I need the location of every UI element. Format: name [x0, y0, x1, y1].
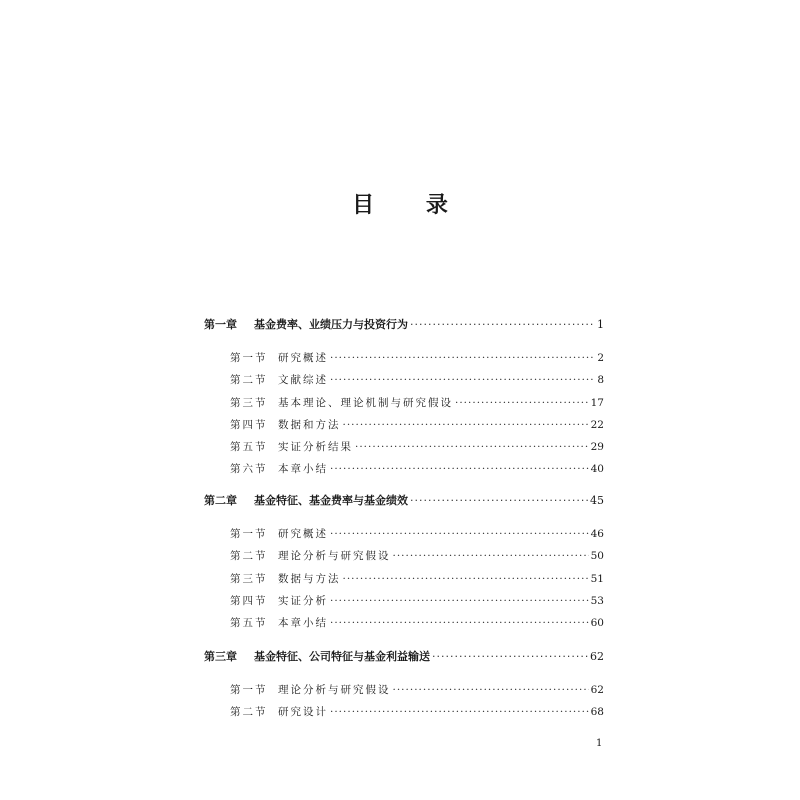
chapter-number: 第一章	[204, 318, 237, 331]
dot-leader	[410, 492, 588, 510]
dot-leader	[330, 525, 589, 543]
toc-section[interactable]	[230, 570, 604, 588]
section-number: 第三节	[230, 573, 268, 585]
dot-leader	[330, 592, 589, 610]
section-number: 第六节	[230, 463, 268, 475]
section-page-number: 2	[597, 352, 604, 364]
section-number: 第五节	[230, 617, 268, 629]
section-page-number: 8	[597, 374, 604, 386]
dot-leader	[330, 349, 595, 367]
section-number: 第二节	[230, 374, 268, 386]
toc-section[interactable]	[230, 614, 604, 632]
dot-leader	[432, 648, 588, 666]
section-page-number: 22	[590, 419, 604, 431]
dot-leader	[410, 316, 595, 334]
dot-leader	[330, 460, 589, 478]
section-title: 实证分析	[278, 595, 328, 607]
dot-leader	[343, 570, 589, 588]
toc-chapter-2[interactable]	[204, 492, 604, 510]
chapter-title: 基金费率、业绩压力与投资行为	[254, 318, 408, 331]
dot-leader	[393, 681, 589, 699]
dot-leader	[330, 614, 589, 632]
dot-leader	[355, 438, 589, 456]
section-number: 第五节	[230, 441, 268, 453]
toc-section[interactable]	[230, 394, 604, 412]
chapter-title: 基金特征、基金费率与基金绩效	[254, 494, 408, 507]
chapter-page-number: 1	[597, 318, 604, 331]
chapter-title: 基金特征、公司特征与基金利益输送	[254, 650, 430, 663]
dot-leader	[455, 394, 589, 412]
toc-section[interactable]	[230, 416, 604, 434]
section-title: 基本理论、理论机制与研究假设	[278, 397, 453, 409]
section-title: 文献综述	[278, 374, 328, 386]
chapter-number: 第三章	[204, 650, 237, 663]
dot-leader	[393, 547, 589, 565]
section-page-number: 60	[590, 617, 604, 629]
section-page-number: 17	[590, 397, 604, 409]
chapter-page-number: 62	[590, 650, 604, 663]
section-page-number: 51	[590, 573, 604, 585]
section-title: 数据和方法	[278, 419, 341, 431]
toc-section[interactable]	[230, 438, 604, 456]
dot-leader	[330, 371, 595, 389]
toc-section[interactable]	[230, 547, 604, 565]
section-number: 第一节	[230, 352, 268, 364]
toc-section[interactable]	[230, 592, 604, 610]
section-title: 研究设计	[278, 706, 328, 718]
section-number: 第二节	[230, 550, 268, 562]
toc-section[interactable]	[230, 525, 604, 543]
section-page-number: 68	[590, 706, 604, 718]
section-title: 理论分析与研究假设	[278, 550, 391, 562]
toc-chapter-3[interactable]	[204, 648, 604, 666]
dot-leader	[343, 416, 589, 434]
section-page-number: 46	[590, 528, 604, 540]
section-page-number: 40	[590, 463, 604, 475]
section-title: 数据与方法	[278, 573, 341, 585]
section-number: 第二节	[230, 706, 268, 718]
toc-section[interactable]	[230, 681, 604, 699]
page-title: 目 录	[352, 193, 470, 218]
section-title: 研究概述	[278, 352, 328, 364]
section-number: 第四节	[230, 595, 268, 607]
toc-section[interactable]	[230, 349, 604, 367]
section-title: 本章小结	[278, 463, 328, 475]
section-page-number: 50	[590, 550, 604, 562]
section-page-number: 62	[590, 684, 604, 696]
chapter-number: 第二章	[204, 494, 237, 507]
section-page-number: 53	[590, 595, 604, 607]
section-title: 实证分析结果	[278, 441, 353, 453]
section-number: 第一节	[230, 684, 268, 696]
chapter-page-number: 45	[590, 494, 604, 507]
dot-leader	[330, 703, 589, 721]
section-title: 本章小结	[278, 617, 328, 629]
section-number: 第四节	[230, 419, 268, 431]
section-page-number: 29	[590, 441, 604, 453]
section-title: 研究概述	[278, 528, 328, 540]
toc-section[interactable]	[230, 703, 604, 721]
section-number: 第一节	[230, 528, 268, 540]
toc-chapter-1[interactable]	[204, 316, 604, 334]
toc-section[interactable]	[230, 371, 604, 389]
toc-section[interactable]	[230, 460, 604, 478]
section-number: 第三节	[230, 397, 268, 409]
section-title: 理论分析与研究假设	[278, 684, 391, 696]
page-number-footer: 1	[596, 738, 603, 749]
